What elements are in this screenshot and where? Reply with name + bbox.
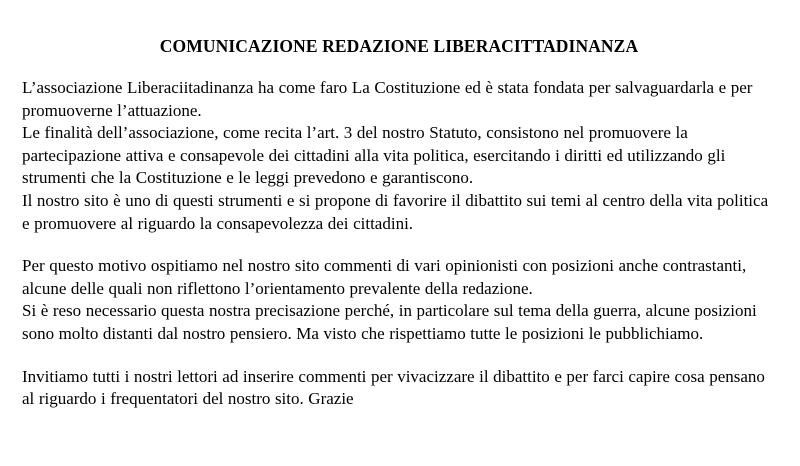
paragraph-3: Il nostro sito è uno di questi strumenti e si propone di favorire il dibattito sui temi al centro della vita politica e promuovere al riguardo la consapevolezza dei cittadini.: [22, 191, 769, 233]
paragraph-spacer-1: [22, 235, 776, 255]
paragraph-1: L’associazione Liberaciitadinanza ha come faro La Costituzione ed è stata fondata per salvaguardarla e per promuoverne l’attuazione.: [22, 78, 753, 120]
paragraph-spacer-2: [22, 346, 776, 366]
paragraph-5: Si è reso necessario questa nostra precisazione perché, in particolare sul tema della guerra, alcune posizioni sono molto distanti dal nostro pensiero. Ma visto che rispettiamo tutte le posizioni le pubblichiamo.: [22, 301, 757, 344]
paragraph-4: Per questo motivo ospitiamo nel nostro sito commenti di vari opinionisti con posizioni anche contrastanti, alcune delle quali non riflettono l’orientamento prevalente della redazione.: [22, 256, 747, 298]
paragraph-6: Invitiamo tutti i nostri lettori ad inserire commenti per vivacizzare il dibattito e per farci capire cosa pensano al riguardo i frequentatori del nostro sito. Grazie: [22, 366, 765, 409]
paragraph-2: Le finalità dell’associazione, come recita l’art. 3 del nostro Statuto, consistono nel promuovere la partecipazione attiva e consapevole dei cittadini alla vita politica, esercitando i diritti ed utilizzando gli strumenti che la Costituzione e le leggi prevedono e garantiscono.: [22, 123, 726, 188]
page-title: COMUNICAZIONE REDAZIONE LIBERACITTADINANZA: [159, 36, 639, 56]
